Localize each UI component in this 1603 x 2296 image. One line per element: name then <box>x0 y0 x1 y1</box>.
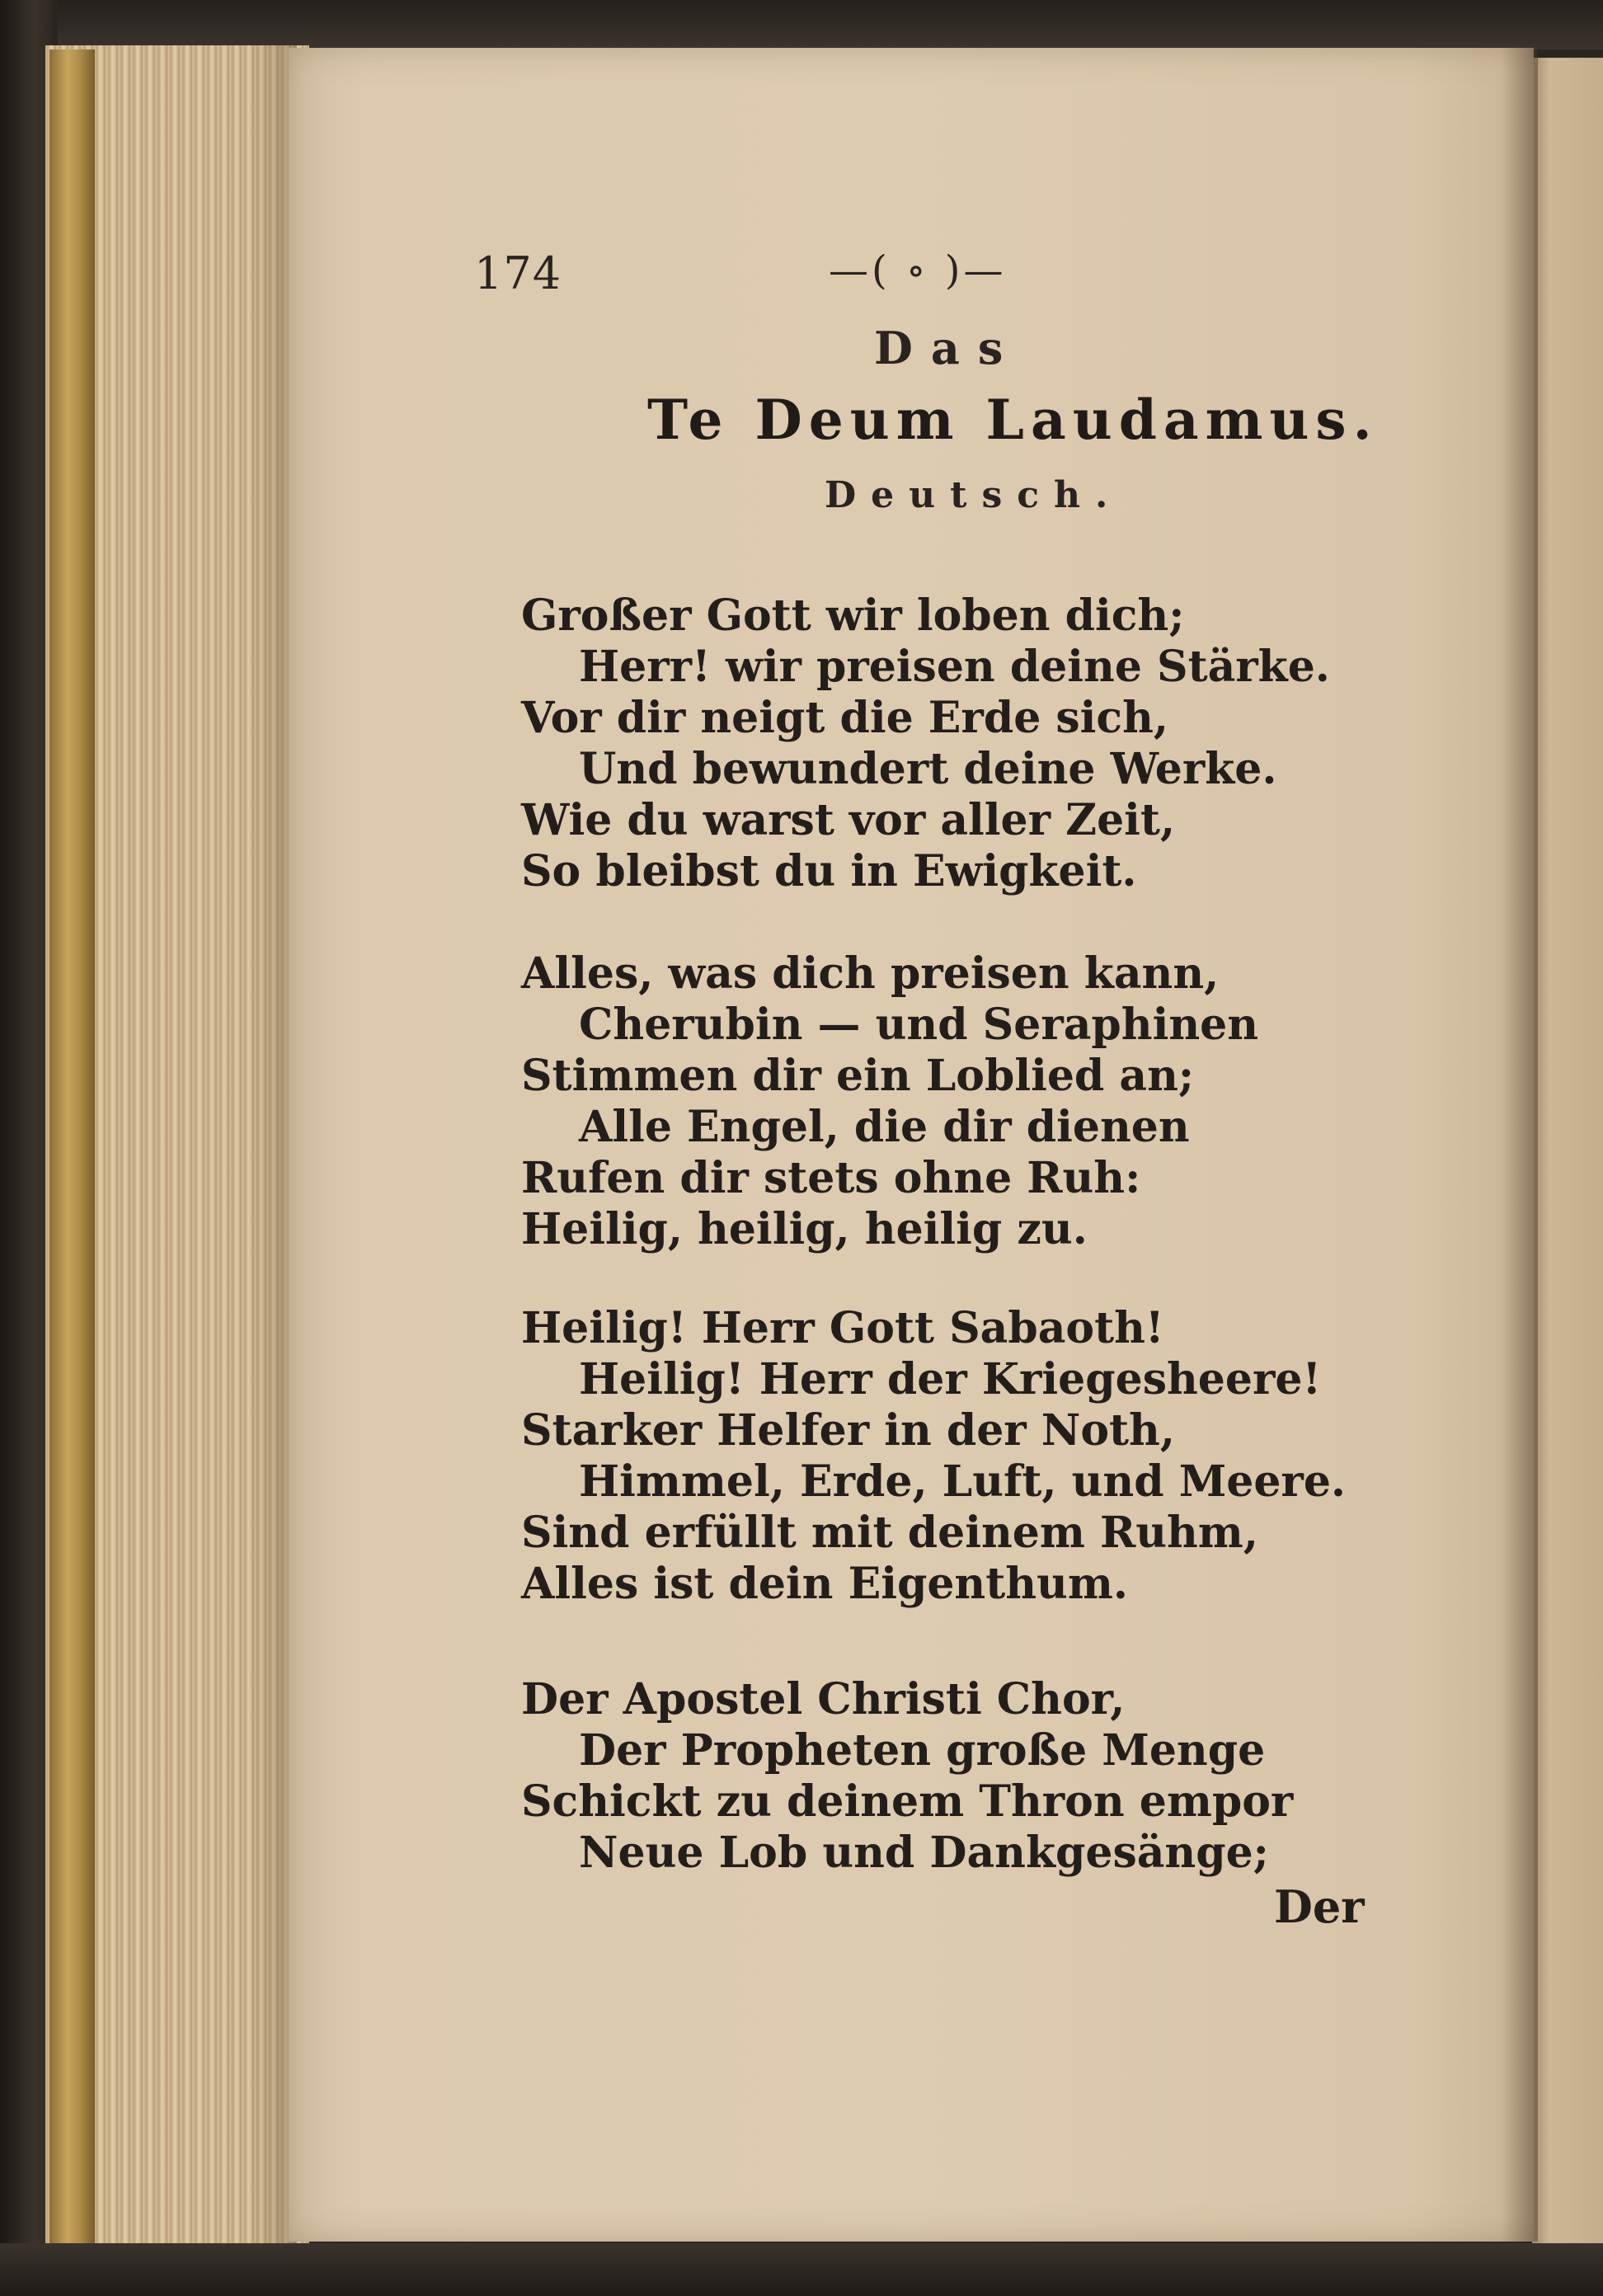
page-number: 174 <box>474 247 562 299</box>
verse-2 <box>521 948 1346 1255</box>
verse-line: Alles ist dein Eigenthum. <box>521 1559 1128 1609</box>
page-subtitle: Deutsch. <box>825 474 1123 516</box>
verse-line: Heilig! Herr der Kriegesheere! <box>579 1354 1322 1404</box>
book-cover-top <box>0 0 1603 49</box>
verse-line: Cherubin — und Seraphinen <box>579 1000 1259 1050</box>
verse-1 <box>521 590 1346 897</box>
verse-line: Rufen dir stets ohne Ruh: <box>521 1153 1141 1203</box>
title-article: Das <box>874 322 1022 374</box>
verse-line: Alles, was dich preisen kann, <box>521 948 1220 999</box>
verse-line: Sind erfüllt mit deinem Ruhm, <box>521 1508 1258 1558</box>
catchword: Der <box>1274 1880 1365 1933</box>
verse-line: Der Apostel Christi Chor, <box>521 1674 1126 1724</box>
verse-line: Großer Gott wir loben dich; <box>521 590 1185 641</box>
verse-line: Vor dir neigt die Erde sich, <box>521 693 1168 743</box>
verse-4 <box>521 1674 1346 1879</box>
facing-page <box>1532 58 1603 2243</box>
verse-line: Schickt zu deinem Thron empor <box>521 1776 1294 1827</box>
verse-line: Herr! wir preisen deine Stärke. <box>579 642 1330 692</box>
verse-line: Starker Helfer in der Noth, <box>521 1405 1175 1456</box>
verse-line: Heilig! Herr Gott Sabaoth! <box>521 1303 1164 1353</box>
verse-line: Und bewundert deine Werke. <box>579 744 1277 794</box>
verse-line: Heilig, heilig, heilig zu. <box>521 1204 1088 1254</box>
verse-line: Neue Lob und Dankgesänge; <box>579 1828 1269 1878</box>
gilt-page-edge <box>49 49 95 2243</box>
verse-line: Wie du warst vor aller Zeit, <box>521 795 1176 845</box>
page-gutter-shadow <box>1501 48 1538 2242</box>
verse-line: Himmel, Erde, Luft, und Meere. <box>579 1456 1347 1507</box>
verse-line: So bleibst du in Ewigkeit. <box>521 846 1137 896</box>
verse-line: Alle Engel, die dir dienen <box>579 1102 1190 1152</box>
verse-line: Der Propheten große Menge <box>579 1725 1266 1776</box>
page-title: Te Deum Laudamus. <box>647 388 1379 452</box>
page-header <box>474 247 1101 297</box>
verse-line: Stimmen dir ein Loblied an; <box>521 1051 1195 1101</box>
header-ornament: —( ∘ )— <box>829 247 1007 294</box>
verse-3 <box>521 1303 1346 1610</box>
book-cover-bottom <box>0 2243 1603 2296</box>
